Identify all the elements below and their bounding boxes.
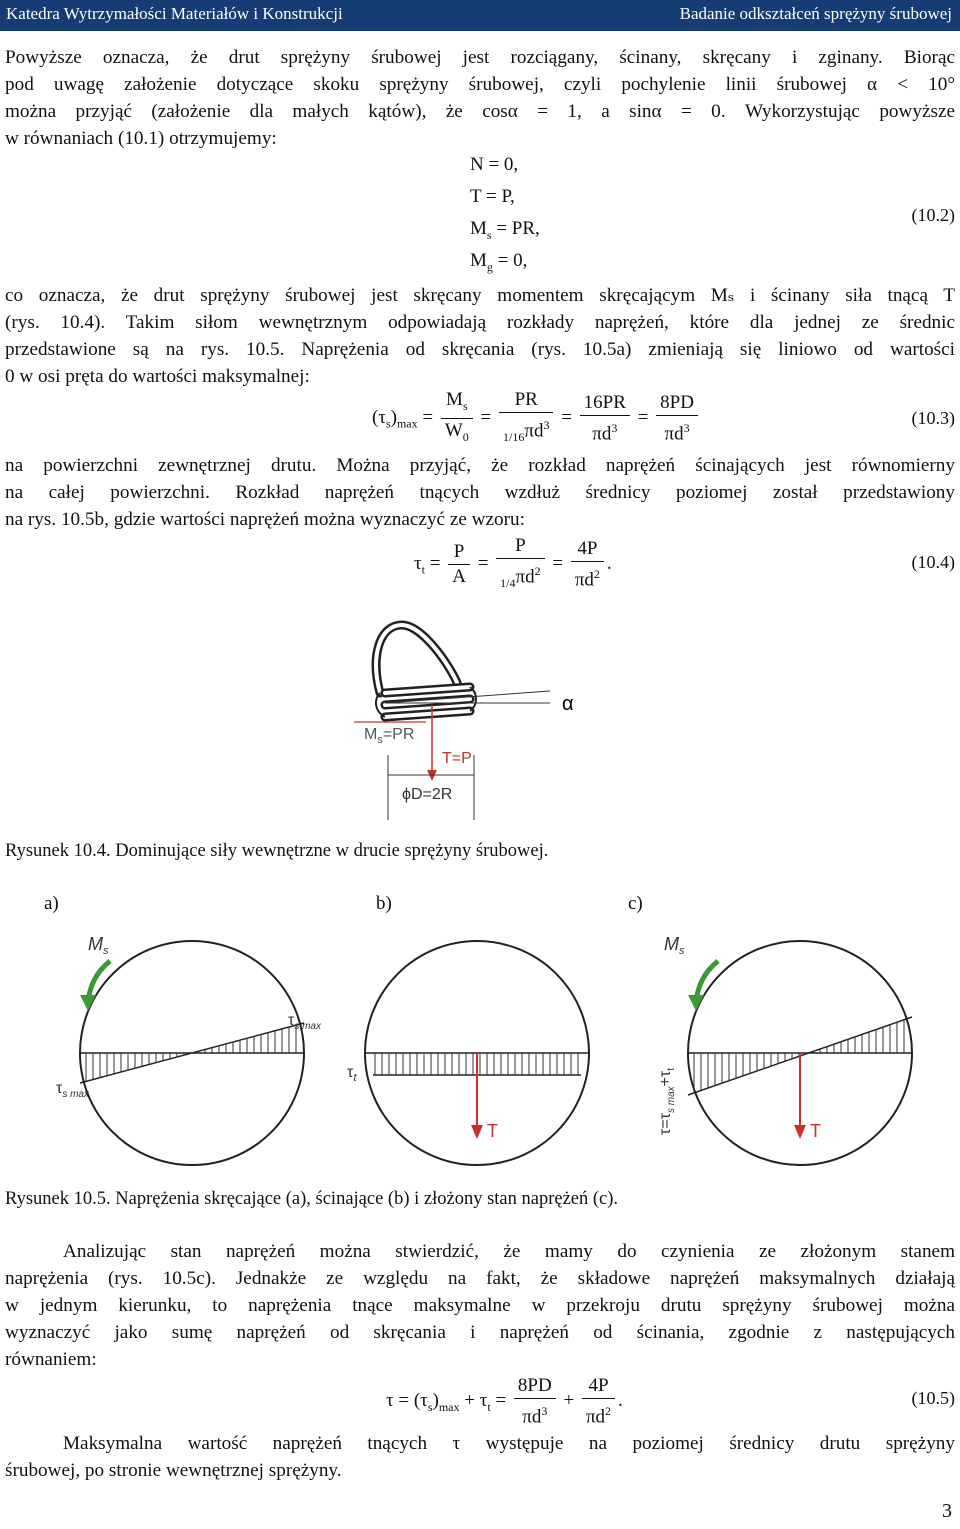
p4-line: Analizując stan naprężeń można stwierdzić, że mamy do czynienia ze złożonym stanem (63, 1241, 955, 1262)
equation-10-4: $\tau_t$ = $\frac{P}{A}$ = $\frac{P}{_{1/4}\pi d^2}$ = $\frac{4P}{\pi d^2}$ . (414, 535, 612, 591)
paragraph-5 (5, 1430, 955, 1484)
eq3-number: (10.3) (911, 408, 955, 428)
tau-combined-label: $\tau=\tau_{s max}+\tau_t$ (657, 1067, 677, 1135)
spring-coils (376, 687, 476, 717)
p1-line: w równaniach (10.1) otrzymujemy: (5, 128, 277, 149)
page-header (0, 0, 960, 31)
p1-line: można przyjąć (założenie dla małych kątów), że cosα = 1, a sinα = 0. Wykorzystując powyższe (5, 101, 955, 122)
equation-10-3: $(\tau_s)_{max}$ = $\frac{M_s}{W_0}$ = $\frac{PR}{_{1/16}\pi d^3}$ = $\frac{16PR}{\pi d^3}$ = $\frac{8PD}{\pi d^3}$ (372, 388, 701, 449)
t-label-c: T (810, 1121, 821, 1141)
paragraph-1 (5, 44, 955, 152)
tau-smax-label-bottom: $\tau_{s max}$ (56, 1080, 89, 1100)
paragraph-3 (5, 452, 955, 533)
t-label: T=P (442, 750, 472, 767)
equation-10-5: $\tau = (\tau_s)_{max} + \tau_t$ = $\frac{8PD}{\pi d^3}$ + $\frac{4P}{\pi d^2}$ . (386, 1375, 623, 1428)
p3-line: na całej powierzchni. Rozkład naprężeń tnących wzdłuż średnicy poziomej został przedstawiony (5, 482, 955, 503)
p2-line: 0 w osi pręta do wartości maksymalnej: (5, 366, 310, 387)
fig5-label-c: c) (628, 893, 643, 914)
eq4-number: (10.4) (911, 552, 955, 572)
figure-10-4 (340, 615, 630, 825)
eq2-line1: N = 0, (470, 154, 519, 175)
header-right: Badanie odkształceń sprężyny śrubowej (679, 4, 952, 23)
ms-label-a: $M_s$ (88, 934, 109, 957)
eq2-line2: T = P, (470, 186, 515, 207)
tau-smax-label-top: $\tau_{s max}$ (288, 1012, 321, 1032)
alpha-label: α (562, 693, 574, 715)
d-label: ϕD=2R (402, 786, 453, 803)
eq2-line4: $M_g = 0$, (470, 250, 528, 274)
fig5-label-a: a) (44, 893, 59, 914)
p4-line: naprężenia (rys. 10.5c). Jednakże ze względu na fakt, że składowe naprężeń maksymalnych działają (5, 1268, 955, 1289)
p5-line: Maksymalna wartość naprężeń tnących τ występuje na poziomej średnicy drutu sprężyny (63, 1433, 955, 1454)
paragraph-4 (5, 1238, 955, 1373)
header-left: Katedra Wytrzymałości Materiałów i Konstrukcji (6, 4, 343, 23)
p2-line: co oznacza, że drut sprężyny śrubowej jest skręcany momentem skręcającym Mₛ i ścinany siła tnącą T (5, 285, 955, 306)
caption-10-4: Rysunek 10.4. Dominujące siły wewnętrzne w drucie sprężyny śrubowej. (5, 841, 549, 861)
p3-line: na powierzchni zewnętrznej drutu. Można przyjąć, że rozkład naprężeń ścinających jest równomierny (5, 455, 955, 476)
fig5-label-b: b) (376, 893, 392, 914)
p4-line: wyznaczyć jako sumę naprężeń od skręcania i naprężeń od ścinania, zgodnie z następujących (5, 1322, 955, 1343)
p2-line: przedstawione są na rys. 10.5. Naprężenia od skręcania (rys. 10.5a) zmieniają się liniowo od wartości (5, 339, 955, 360)
figure-10-5b (325, 925, 635, 1175)
p4-line: w jednym kierunku, to naprężenia tnące maksymalne w przekroju drutu sprężyny śrubowej można (5, 1295, 955, 1316)
figure-10-5c (640, 925, 950, 1175)
p1-line: pod uwagę założenie dotyczące skoku sprężyny śrubowej, czyli pochylenie linii śrubowej α < 10° (5, 74, 955, 95)
p5-line: śrubowej, po stronie wewnętrznej sprężyny. (5, 1460, 342, 1481)
ms-label-c: $M_s$ (664, 934, 685, 957)
t-label-b: T (487, 1121, 498, 1141)
caption-10-5: Rysunek 10.5. Naprężenia skręcające (a), ścinające (b) i złożony stan naprężeń (c). (5, 1189, 619, 1209)
p4-line: równaniem: (5, 1349, 97, 1370)
p2-line: (rys. 10.4). Takim siłom wewnętrznym odpowiadają rozkłady naprężeń, które dla jednej ze średnic (5, 312, 955, 333)
page-number: 3 (942, 1500, 952, 1522)
eq2-number: (10.2) (911, 205, 955, 225)
ms-label: $M_s=PR$ (364, 726, 415, 746)
p3-line: na rys. 10.5b, gdzie wartości naprężeń można wyznaczyć ze wzoru: (5, 509, 525, 530)
figure-10-5a (40, 925, 350, 1175)
p1-line: Powyższe oznacza, że drut sprężyny śrubowej jest rozciągany, ścinany, skręcany i zginany. Biorąc (5, 47, 955, 68)
eq5-number: (10.5) (911, 1388, 955, 1408)
paragraph-2 (5, 282, 955, 390)
eq2-line3: $M_s$ = PR, (470, 218, 540, 242)
tau-t-label: $\tau_t$ (347, 1064, 357, 1084)
